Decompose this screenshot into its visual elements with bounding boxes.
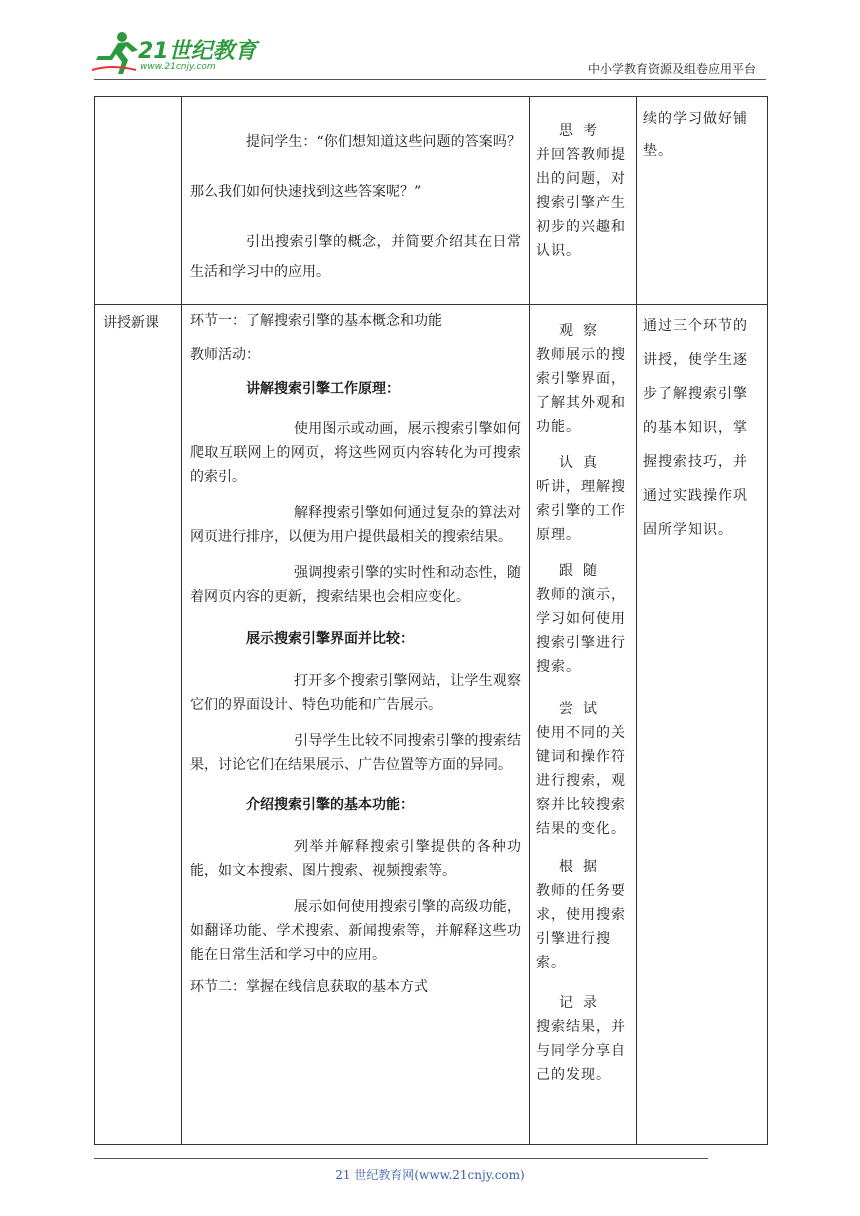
section-title: 环节二：掌握在线信息获取的基本方式 <box>190 979 428 995</box>
page-header <box>0 0 860 90</box>
teacher-cell <box>182 97 530 305</box>
platform-name: 中小学教育资源及组卷应用平台 <box>587 62 756 76</box>
student-activity-title: 观察 <box>559 323 607 339</box>
activity-label: 教师活动： <box>190 347 260 363</box>
student-activity-title: 认真 <box>559 455 607 471</box>
teacher-paragraph: 使用图示或动画，展示搜索引擎如何爬取互联网上的网页，将这些网页内容转化为可搜索的索引。 <box>190 421 521 485</box>
header-divider <box>94 79 766 80</box>
teacher-paragraph: 引导学生比较不同搜索引擎的搜索结果，讨论它们在结果展示、广告位置等方面的异同。 <box>190 733 521 773</box>
intent-cell <box>637 305 768 1145</box>
teacher-paragraph: 打开多个搜索引擎网站，让学生观察它们的界面设计、特色功能和广告展示。 <box>190 673 521 713</box>
student-activity-text: 教师展示的搜索引擎界面，了解其外观和功能。 <box>536 347 626 435</box>
stage-cell <box>95 305 182 1145</box>
table-row <box>95 305 768 1145</box>
teacher-paragraph: 解释搜索引擎如何通过复杂的算法对网页进行排序，以便为用户提供最相关的搜索结果。 <box>190 505 521 545</box>
table-row <box>95 97 768 305</box>
logo-text: 21世纪教育 <box>138 39 257 64</box>
student-cell <box>530 97 637 305</box>
teacher-cell <box>182 305 530 1145</box>
student-activity-title: 记录 <box>559 995 607 1011</box>
subheading: 介绍搜索引擎的基本功能： <box>246 797 414 813</box>
teacher-paragraph: 展示如何使用搜索引擎的高级功能，如翻译功能、学术搜索、新闻搜索等，并解释这些功能在日常生活和学习中的应用。 <box>190 899 521 963</box>
footer-text: 21 世纪教育网(www.21cnjy.com) <box>335 1168 525 1182</box>
runner-logo-icon <box>92 30 140 76</box>
logo <box>92 30 272 82</box>
stage-cell <box>95 97 182 305</box>
student-activity-title: 跟随 <box>559 563 607 579</box>
footer-divider <box>94 1158 708 1159</box>
intent-text: 通过三个环节的讲授，使学生逐步了解搜索引擎的基本知识，掌握搜索技巧，并通过实践操作巩固所学知识。 <box>643 318 748 538</box>
student-activity-text: 听讲，理解搜索引擎的工作原理。 <box>536 479 626 543</box>
section-title: 环节一：了解搜索引擎的基本概念和功能 <box>190 313 442 329</box>
teacher-paragraph: 引出搜索引擎的概念，并简要介绍其在日常生活和学习中的应用。 <box>190 234 521 280</box>
student-activity-text: 教师的演示，学习如何使用搜索引擎进行搜索。 <box>536 587 626 675</box>
student-cell <box>530 305 637 1145</box>
student-activity-text: 并回答教师提出的问题，对搜索引擎产生初步的兴趣和认识。 <box>536 147 626 259</box>
student-activity-text: 搜索结果，并与同学分享自己的发现。 <box>536 1019 626 1083</box>
intent-text: 续的学习做好铺垫。 <box>643 111 748 159</box>
stage-label: 讲授新课 <box>103 315 159 331</box>
student-activity-title: 思考 <box>559 123 607 139</box>
teacher-paragraph: 提问学生：“你们想知道这些问题的答案吗？那么我们如何快速找到这些答案呢？” <box>190 134 521 200</box>
student-activity-title: 尝试 <box>559 701 607 717</box>
subheading: 展示搜索引擎界面并比较： <box>246 631 414 647</box>
logo-url: www.21cnjy.com <box>140 62 216 72</box>
student-activity-text: 教师的任务要求，使用搜索引擎进行搜索。 <box>536 883 626 971</box>
student-activity-title: 根据 <box>559 859 607 875</box>
subheading: 讲解搜索引擎工作原理： <box>246 381 400 397</box>
lesson-table <box>94 96 768 1145</box>
teacher-paragraph: 列举并解释搜索引擎提供的各种功能，如文本搜索、图片搜索、视频搜索等。 <box>190 839 521 879</box>
teacher-paragraph: 强调搜索引擎的实时性和动态性，随着网页内容的更新，搜索结果也会相应变化。 <box>190 565 521 605</box>
intent-cell <box>637 97 768 305</box>
student-activity-text: 使用不同的关键词和操作符进行搜索，观察并比较搜索结果的变化。 <box>536 725 626 837</box>
